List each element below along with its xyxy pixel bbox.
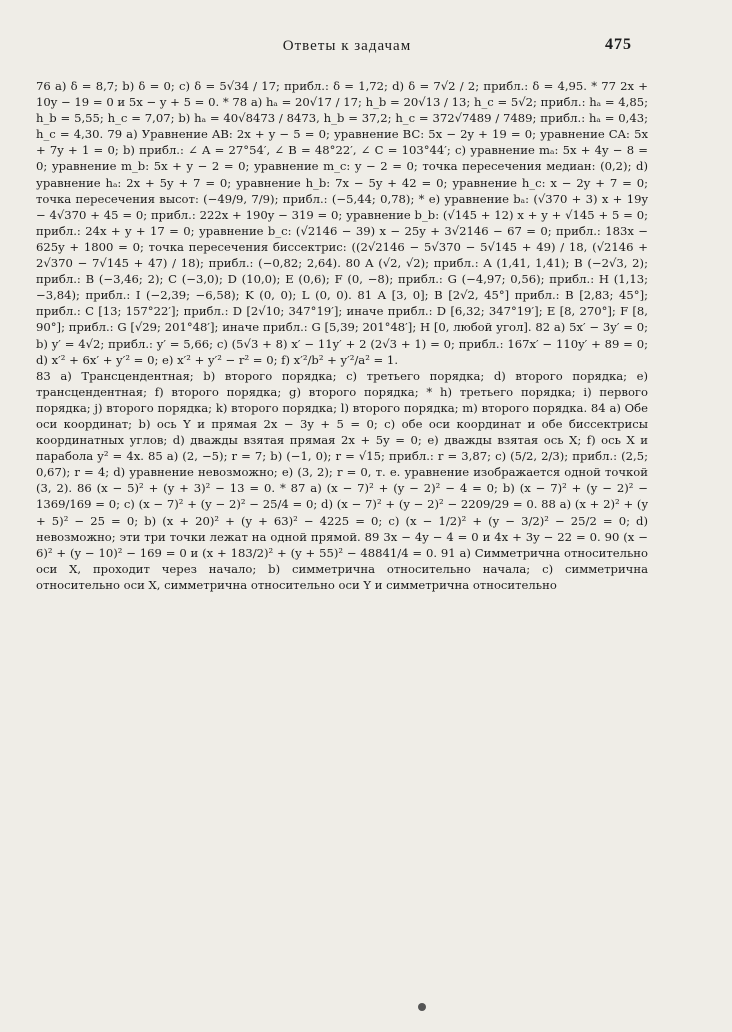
answers-paragraph-76-82: 76 a) δ = 8,7; b) δ = 0; c) δ = 5√34 / 17; прибл.: δ = 1,72; d) δ = 7√2 / 2; прибл.: δ = 4,95. * 77 2x + 10y − 19 = 0 и 5x − y + 5 = 0. * 78 a) hₐ = 20√17 / 17; h_b = 20√13 / 13; h_c = 5√2; прибл.: hₐ = 4,85; h_b = 5,55; h_c = 7,07; b) hₐ = 40√8473 / 8473, h_b = 37,2; h_c = 372√7489 / 7489; прибл.: hₐ = 0,43; h_c = 4,30. 79 a) Уравнение AB: 2x + y − 5 = 0; уравнение BC: 5x − 2y + 19 = 0; уравнение CA: 5x + 7y + 1 = 0; b) прибл.: ∠ A = 27°54′, ∠ B = 48°22′, ∠ C = 103°44′; c) уравнение mₐ: 5x + 4y − 8 = 0; уравнение m_b: 5x + y − 2 = 0; уравнение m_c: y − 2 = 0; точка пересечения медиан: (0,2); d) уравнение hₐ: 2x + 5y + 7 = 0; уравнение h_b: 7x − 5y + 42 = 0; уравнение h_c: x − 2y + 7 = 0; точка пересечения высот: (−49/9, 7/9); прибл.: (−5,44; 0,78); * e) уравнение bₐ: (√370 + 3) x + 19y − 4√370 + 45 = 0; прибл.: 222x + 190y − 319 = 0; уравнение b_b: (√145 + 12) x + y + √145 + 5 = 0; прибл.: 24x + y + 17 = 0; уравнение b_c: (√2146 − 39) x − 25y + 3√2146 − 67 = 0; прибл.: 183x − 625y + 1800 = 0; точка пересечения биссектрис: ((2√2146 − 5√370 − 5√145 + 49) / 18, (√2146 + 2√370 − 7√145 + 47) / 18); прибл.: (−0,82; 2,64). 80 A (√2, √2); прибл.: A (1,41, 1,41); B (−2√3, 2); прибл.: B (−3,46; 2); C (−3,0); D (10,0); E (0,6); F (0, −8); прибл.: G (−4,97; 0,56); прибл.: H (1,13; −3,84); прибл.: I (−2,39; −6,58); K (0, 0); L (0, 0). 81 A [3, 0]; B [2√2, 45°] прибл.: B [2,83; 45°]; прибл.: C [13; 157°22′]; прибл.: D [2√10; 347°19′]; иначе прибл.: D [6,32; 347°19′]; E [8, 270°]; F [8, 90°]; прибл.: G [√29; 201°48′]; иначе прибл.: G [5,39; 201°48′]; H [0, любой угол]. 82 a) 5x′ − 3y′ = 0; b) y′ = 4√2; прибл.: y′ = 5,66; c) (5√3 + 8) x′ − 11y′ + 2 (2√3 + 1) = 0; прибл.: 167x′ − 110y′ + 89 = 0; d) x′² + 6x′ + y′² = 0; e) x′² + y′² − r² = 0; f) x′²/b² + y′²/a² = 1. xyxy=(36,79,648,367)
answers-paragraph-83-91: 83 a) Трансцендентная; b) второго порядка; c) третьего порядка; d) второго порядка; e) трансцендентная; f) второго порядка; g) второго порядка; * h) третьего порядка; i) первого порядка; j) второго порядка; k) второго порядка; l) второго порядка; m) второго порядка. 84 a) Обе оси координат; b) ось Y и прямая 2x − 3y + 5 = 0; c) обе оси координат и обе биссектрисы координатных углов; d) дважды взятая прямая 2x + 5y = 0; e) дважды взятая ось X; f) ось X и парабола y² = 4x. 85 a) (2, −5); r = 7; b) (−1, 0); r = √15; прибл.: r = 3,87; c) (5/2, 2/3); прибл.: (2,5; 0,67); r = 4; d) уравнение невозможно; e) (3, 2); r = 0, т. е. уравнение изображается одной точкой (3, 2). 86 (x − 5)² + (y + 3)² − 13 = 0. * 87 a) (x − 7)² + (y − 2)² − 4 = 0; b) (x − 7)² + (y − 2)² − 1369/169 = 0; c) (x − 7)² + (y − 2)² − 25/4 = 0; d) (x − 7)² + (y − 2)² − 2209/29 = 0. 88 a) (x + 2)² + (y + 5)² − 25 = 0; b) (x + 20)² + (y + 63)² − 4225 = 0; c) (x − 1/2)² + (y − 3/2)² − 25/2 = 0; d) невозможно; эти три точки лежат на одной прямой. 89 3x − 4y − 4 = 0 и 4x + 3y − 22 = 0. 90 (x − 6)² + (y − 10)² − 169 = 0 и (x + 183/2)² + (y + 55)² − 48841/4 = 0. 91 a) Симметрична относительно оси X, проходит через начало; b) симметрична относительно начала; c) симметрична относительно оси X, симметрична относительно оси Y и симметрична относительно xyxy=(36,368,648,592)
page-number: 475 xyxy=(605,36,632,53)
running-header xyxy=(62,38,632,60)
answers-text xyxy=(36,78,648,593)
running-title: Ответы к задачам xyxy=(282,38,412,54)
print-mark xyxy=(418,1003,426,1011)
